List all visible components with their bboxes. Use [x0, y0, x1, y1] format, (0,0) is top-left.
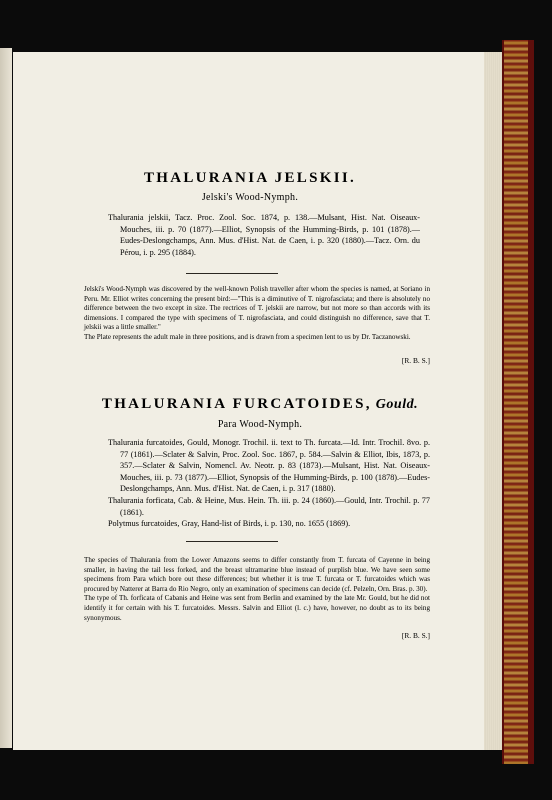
section-title [60, 396, 460, 413]
book-cover-outer [528, 40, 534, 764]
reference-entry: Thalurania furcatoides, Gould, Monogr. Trochil. ii. text to Th. furcata.—Id. Intr. Trochil. 8vo. p. 77 (1861).—Sclater & Salvin, Proc. Zool. Soc. 1867, p. 584.—Salvin & Elliot, Ibis, 1873, p. 357.—Sclater & Salvin, Nomencl. Av. Neotr. p. 83 (1873).—Mulsant, Hist. Nat. Oiseaux-Mouches, iii. p. 73 (1877).—Elliot, Synopsis of the Humming-Birds, p. 100 (1878).—Eudes-Deslongchamps, Ann. Mus. d'Hist. Nat. de Caen, i. p. 317 (1880). [108, 438, 430, 494]
reference-entry: Thalurania forficata, Cab. & Heine, Mus. Hein. Th. iii. p. 24 (1860).—Gould, Intr. Trochil. p. 77 (1861). [108, 495, 430, 517]
reference-entry: Thalurania jelskii, Tacz. Proc. Zool. Soc. 1874, p. 138.—Mulsant, Hist. Nat. Oiseaux-Mouches, iii. p. 70 (1877).—Elliot, Synopsis of the Humming-Birds, p. 101 (1878).—Eudes-Deslongchamps, Ann. Mus. d'Hist. Nat. de Caen, i. p. 320 (1880).—Tacz. Orn. du Pérou, i. p. 295 (1884). [108, 213, 420, 257]
author-name: Gould. [375, 397, 419, 412]
common-name: Jelski's Wood-Nymph. [201, 192, 299, 203]
body-paragraph: The species of Thalurania from the Lower Amazons seems to differ constantly from T. furcata of Cayenne in being smaller, in having the tail less forked, and the breast ultramarine blue instead of purplish blue. We have seen some specimens from Para which bore out these differences; but whether it is true T. furcata or T. furcatoides which was procured by Natterer at Barra do Rio Negro, only an examination of specimens can decide (cf. Pelzeln, Orn. Bras. p. 30). [84, 556, 430, 593]
synonymy-references [90, 437, 430, 530]
section-body [84, 285, 430, 343]
page-edges [484, 52, 502, 750]
book-cover-edge [502, 40, 530, 764]
author-signature: [R. B. S.] [401, 631, 430, 640]
section-body [84, 556, 430, 623]
body-paragraph: Jelski's Wood-Nymph was discovered by the well-known Polish traveller after whom the species is named, at Soriano in Peru. Mr. Elliot writes concerning the present bird:—"This is a diminutive of T. nigrofasciata; and there is absolutely no difference between the two except in size. The rectrices of T. jelskii are narrow, but not more so than accords with its dimensions. I compared the type with specimens of T. nigrofasciata, and could distinguish no difference, save that T. jelskii was a little smaller." [84, 285, 430, 332]
species-name: THALURANIA FURCATOIDES, [101, 396, 372, 412]
section-divider [186, 541, 278, 542]
common-name: Para Wood-Nymph. [217, 419, 303, 430]
previous-page-edge [0, 48, 12, 748]
reference-entry: Polytmus furcatoides, Gray, Hand-list of Birds, i. p. 130, no. 1655 (1869). [108, 519, 351, 529]
section-divider [186, 273, 278, 274]
body-paragraph: The type of Th. forficata of Cabanis and Heine was sent from Berlin and examined by the late Mr. Gould, but he did not identify it for certain with his T. furcatoides. Messrs. Salvin and Elliot (l. c.) have, however, no doubt as to its being synonymous. [84, 594, 430, 622]
body-paragraph: The Plate represents the adult male in three positions, and is drawn from a specimen lent to us by Dr. Taczanowski. [84, 332, 411, 341]
section-title: THALURANIA JELSKII. [143, 170, 357, 186]
synonymy-references [90, 212, 420, 258]
author-signature: [R. B. S.] [401, 356, 430, 365]
